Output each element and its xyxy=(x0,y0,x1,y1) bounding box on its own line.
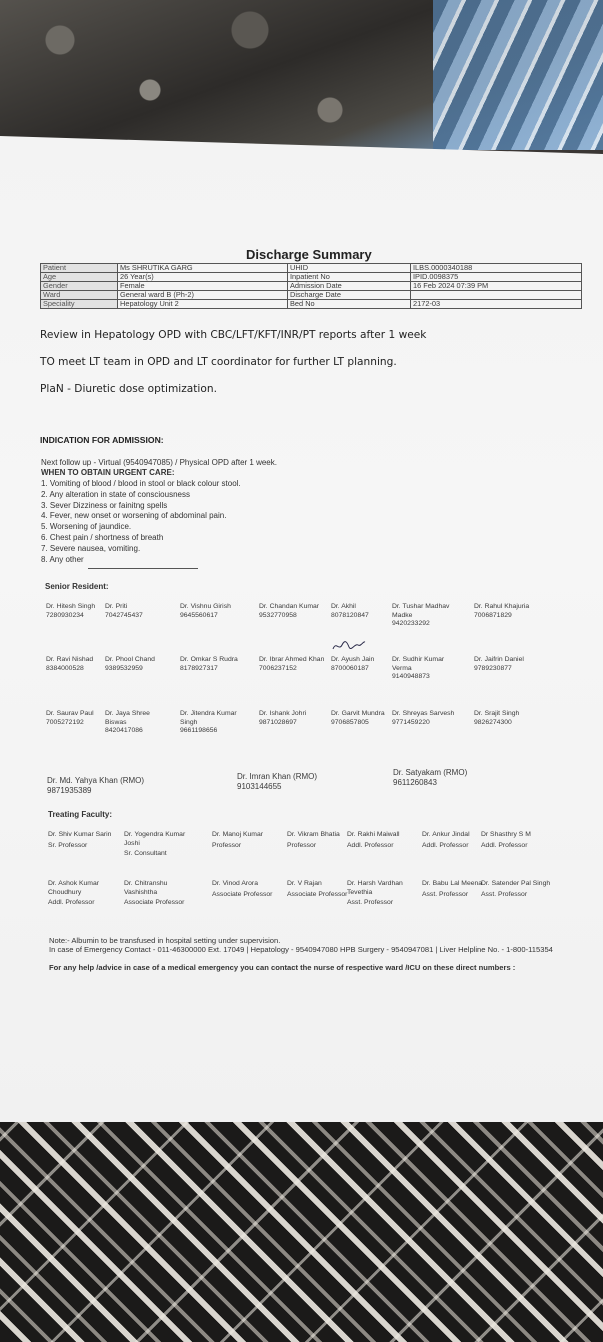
resident-name: Dr. Tushar Madhav Madke xyxy=(392,603,450,619)
urgent-care-item: 6. Chest pain / shortness of breath xyxy=(41,533,164,542)
resident-phone: 9140948873 xyxy=(392,673,430,681)
note-help-advice: For any help /advice in case of a medical emergency you can contact the nurse of respective ward /ICU on these direct numbers : xyxy=(49,963,516,972)
faculty-role: Sr. Consultant xyxy=(124,850,167,858)
note-albumin: Note:- Albumin to be transfused in hospital setting under supervision. xyxy=(49,936,281,945)
resident-name: Dr. Phool Chand xyxy=(105,656,155,663)
faculty-role: Associate Professor xyxy=(287,890,348,898)
handwritten-note-3: PlaN - Diuretic dose optimization. xyxy=(40,383,217,395)
faculty-name: Dr. Vikram Bhatia xyxy=(287,831,340,838)
senior-resident-entry xyxy=(474,710,544,727)
resident-name: Dr. Ravi Nishad xyxy=(46,656,94,663)
resident-phone: 8078120847 xyxy=(331,611,369,619)
faculty-name: Dr. Harsh Vardhan Tevethia xyxy=(347,880,403,896)
faculty-name: Dr. V Rajan xyxy=(287,880,322,887)
rmo-phone: 9871935389 xyxy=(47,786,92,795)
senior-resident-entry xyxy=(180,710,248,736)
background-blue-cloth xyxy=(433,0,603,150)
faculty-entry xyxy=(124,831,194,859)
senior-resident-entry xyxy=(392,710,460,727)
faculty-name: Dr. Ashok Kumar Choudhury xyxy=(48,880,99,896)
faculty-role: Addl. Professor xyxy=(48,899,95,907)
patient-info-label2: Bed No xyxy=(288,300,411,309)
resident-phone: 9645560617 xyxy=(180,611,218,619)
senior-resident-entry xyxy=(259,710,327,727)
patient-info-label1: Age xyxy=(41,273,118,282)
resident-name: Dr. Chandan Kumar xyxy=(259,603,320,610)
patient-info-table xyxy=(40,263,582,309)
patient-info-row xyxy=(41,300,582,309)
resident-name: Dr. Garvit Mundra xyxy=(331,710,385,717)
patient-info-value1: Female xyxy=(118,282,288,291)
senior-resident-entry xyxy=(259,656,327,673)
rmo-name: Dr. Satyakam (RMO) xyxy=(393,768,468,777)
senior-resident-entry xyxy=(474,603,544,620)
rmo-entry xyxy=(393,768,467,788)
resident-phone: 9420233292 xyxy=(392,620,430,628)
resident-name: Dr. Srajit Singh xyxy=(474,710,520,717)
resident-name: Dr. Hitesh Singh xyxy=(46,603,96,610)
faculty-role: Sr. Professor xyxy=(48,841,88,849)
resident-phone: 9789230877 xyxy=(474,664,512,672)
patient-info-value1: Hepatology Unit 2 xyxy=(118,300,288,309)
resident-name: Dr. Ishank Johri xyxy=(259,710,307,717)
treating-faculty-heading: Treating Faculty: xyxy=(48,810,113,819)
senior-resident-entry xyxy=(46,656,114,673)
faculty-name: Dr. Ankur Jindal xyxy=(422,831,470,838)
resident-phone: 9826274300 xyxy=(474,718,512,726)
faculty-role: Professor xyxy=(287,841,317,849)
resident-phone: 7005272192 xyxy=(46,718,84,726)
faculty-entry xyxy=(48,831,118,850)
patient-info-label1: Ward xyxy=(41,291,118,300)
rmo-entry xyxy=(47,776,144,796)
urgent-care-item: 7. Severe nausea, vomiting. xyxy=(41,543,141,553)
rmo-phone: 9611260843 xyxy=(393,778,437,787)
resident-phone: 8384000528 xyxy=(46,664,84,672)
faculty-name: Dr Shasthry S M xyxy=(481,831,531,838)
resident-name: Dr. Vishnu Girish xyxy=(180,603,231,610)
urgent-care-item: 1. Vomiting of blood / blood in stool or black colour stool. xyxy=(41,479,241,488)
patient-info-value2: 2172-03 xyxy=(411,300,582,309)
patient-info-value1: 26 Year(s) xyxy=(118,273,288,282)
handwritten-note-1: Review in Hepatology OPD with CBC/LFT/KFT/INR/PT reports after 1 week xyxy=(40,329,427,341)
resident-phone: 7006237152 xyxy=(259,664,297,672)
faculty-name: Dr. Shiv Kumar Sarin xyxy=(48,831,112,838)
senior-resident-entry xyxy=(105,710,173,736)
senior-resident-heading: Senior Resident: xyxy=(45,582,109,591)
senior-resident-entry xyxy=(46,603,114,620)
background-fabric-pattern xyxy=(0,1110,603,1342)
faculty-entry xyxy=(48,880,118,908)
rmo-entry xyxy=(237,772,317,792)
resident-name: Dr. Jitendra Kumar Singh xyxy=(180,710,237,726)
senior-resident-entry xyxy=(180,603,248,620)
faculty-role: Addl. Professor xyxy=(347,841,394,849)
urgent-care-item: 5. Worsening of jaundice. xyxy=(41,522,132,532)
resident-phone: 8420417086 xyxy=(105,727,143,735)
patient-info-value2: ILBS.0000340188 xyxy=(411,264,582,273)
resident-name: Dr. Rahul Khajuria xyxy=(474,603,530,610)
resident-phone: 7006871829 xyxy=(474,611,512,619)
resident-name: Dr. Saurav Paul xyxy=(46,710,94,717)
patient-info-value2: 16 Feb 2024 07:39 PM xyxy=(411,282,582,291)
rmo-phone: 9103144655 xyxy=(237,782,282,791)
senior-resident-entry xyxy=(180,656,248,673)
document-title: Discharge Summary xyxy=(246,247,372,262)
senior-resident-entry xyxy=(392,656,460,682)
patient-info-value2: IPID.0098375 xyxy=(411,273,582,282)
signature-scribble-icon xyxy=(332,639,366,653)
patient-info-label1: Gender xyxy=(41,282,118,291)
senior-resident-entry xyxy=(105,603,173,620)
resident-name: Dr. Priti xyxy=(105,603,128,610)
patient-info-label2: UHID xyxy=(288,264,411,273)
resident-name: Dr. Akhil xyxy=(331,603,356,610)
urgent-care-item: 8. Any other xyxy=(41,554,84,564)
faculty-entry xyxy=(212,831,282,850)
resident-name: Dr. Jaifrin Daniel xyxy=(474,656,524,663)
faculty-entry xyxy=(347,831,421,850)
follow-up-text: Next follow up - Virtual (9540947085) / Physical OPD after 1 week. xyxy=(41,458,277,467)
urgent-care-heading: WHEN TO OBTAIN URGENT CARE: xyxy=(41,468,175,477)
faculty-name: Dr. Rakhi Maiwall xyxy=(347,831,400,838)
resident-phone: 9661198656 xyxy=(180,727,218,735)
faculty-entry xyxy=(124,880,194,908)
faculty-role: Asst. Professor xyxy=(422,890,469,898)
faculty-entry xyxy=(481,831,551,850)
handwritten-note-2: TO meet LT team in OPD and LT coordinator for further LT planning. xyxy=(40,356,397,368)
faculty-entry xyxy=(347,880,421,908)
patient-info-label2: Inpatient No xyxy=(288,273,411,282)
resident-name: Dr. Ibrar Ahmed Khan xyxy=(259,656,325,663)
faculty-role: Addl. Professor xyxy=(422,841,469,849)
faculty-role: Associate Professor xyxy=(212,890,273,898)
faculty-name: Dr. Vinod Arora xyxy=(212,880,258,887)
resident-phone: 9871028697 xyxy=(259,718,297,726)
senior-resident-entry xyxy=(331,603,399,620)
faculty-name: Dr. Babu Lal Meena xyxy=(422,880,483,887)
faculty-name: Dr. Manoj Kumar xyxy=(212,831,263,838)
senior-resident-entry xyxy=(474,656,544,673)
patient-info-label2: Discharge Date xyxy=(288,291,411,300)
resident-phone: 9771459220 xyxy=(392,718,430,726)
patient-info-label1: Speciality xyxy=(41,300,118,309)
patient-info-label2: Admission Date xyxy=(288,282,411,291)
faculty-role: Asst. Professor xyxy=(481,890,528,898)
faculty-name: Dr. Chitranshu Vashishtha xyxy=(124,880,168,896)
rmo-name: Dr. Imran Khan (RMO) xyxy=(237,772,318,781)
faculty-entry xyxy=(481,880,551,899)
resident-name: Dr. Jaya Shree Biswas xyxy=(105,710,150,726)
urgent-care-item: 4. Fever, new onset or worsening of abdominal pain. xyxy=(41,511,227,521)
faculty-name: Dr. Yogendra Kumar Joshi xyxy=(124,831,186,847)
note-emergency-contacts: In case of Emergency Contact - 011-46300000 Ext. 17049 | Hepatology - 9540947080 HPB Surgery - 9540947081 | Liver Helpline No. - 1-800-115354 xyxy=(49,945,553,954)
resident-phone: 8178927317 xyxy=(180,664,218,672)
faculty-role: Associate Professor xyxy=(124,899,185,907)
resident-phone: 7042745437 xyxy=(105,611,143,619)
senior-resident-entry xyxy=(259,603,327,620)
resident-phone: 9389532959 xyxy=(105,664,143,672)
resident-name: Dr. Omkar S Rudra xyxy=(180,656,238,663)
faculty-role: Asst. Professor xyxy=(347,899,394,907)
senior-resident-entry xyxy=(392,603,460,629)
resident-name: Dr. Shreyas Sarvesh xyxy=(392,710,455,717)
patient-info-label1: Patient xyxy=(41,264,118,273)
rmo-name: Dr. Md. Yahya Khan (RMO) xyxy=(47,776,145,785)
faculty-entry xyxy=(212,880,282,899)
any-other-underline xyxy=(88,568,198,569)
urgent-care-item: 2. Any alteration in state of consciousness xyxy=(41,489,190,499)
senior-resident-entry xyxy=(105,656,173,673)
faculty-name: Dr. Satender Pal Singh xyxy=(481,880,551,887)
patient-info-value1: Ms SHRUTIKA GARG xyxy=(118,264,288,273)
resident-phone: 7280930234 xyxy=(46,611,84,619)
resident-phone: 8700060187 xyxy=(331,664,369,672)
resident-phone: 9532770958 xyxy=(259,611,297,619)
faculty-role: Professor xyxy=(212,841,242,849)
resident-name: Dr. Ayush Jain xyxy=(331,656,375,663)
urgent-care-item: 3. Sever Dizziness or fainitng spells xyxy=(41,500,168,510)
faculty-role: Addl. Professor xyxy=(481,841,528,849)
resident-name: Dr. Sudhir Kumar Verma xyxy=(392,656,445,672)
senior-resident-entry xyxy=(331,710,399,727)
resident-phone: 9706857805 xyxy=(331,718,369,726)
senior-resident-entry xyxy=(46,710,114,727)
patient-info-value1: General ward B (Ph-2) xyxy=(118,291,288,300)
senior-resident-entry xyxy=(331,656,399,673)
indication-heading: INDICATION FOR ADMISSION: xyxy=(40,435,164,445)
